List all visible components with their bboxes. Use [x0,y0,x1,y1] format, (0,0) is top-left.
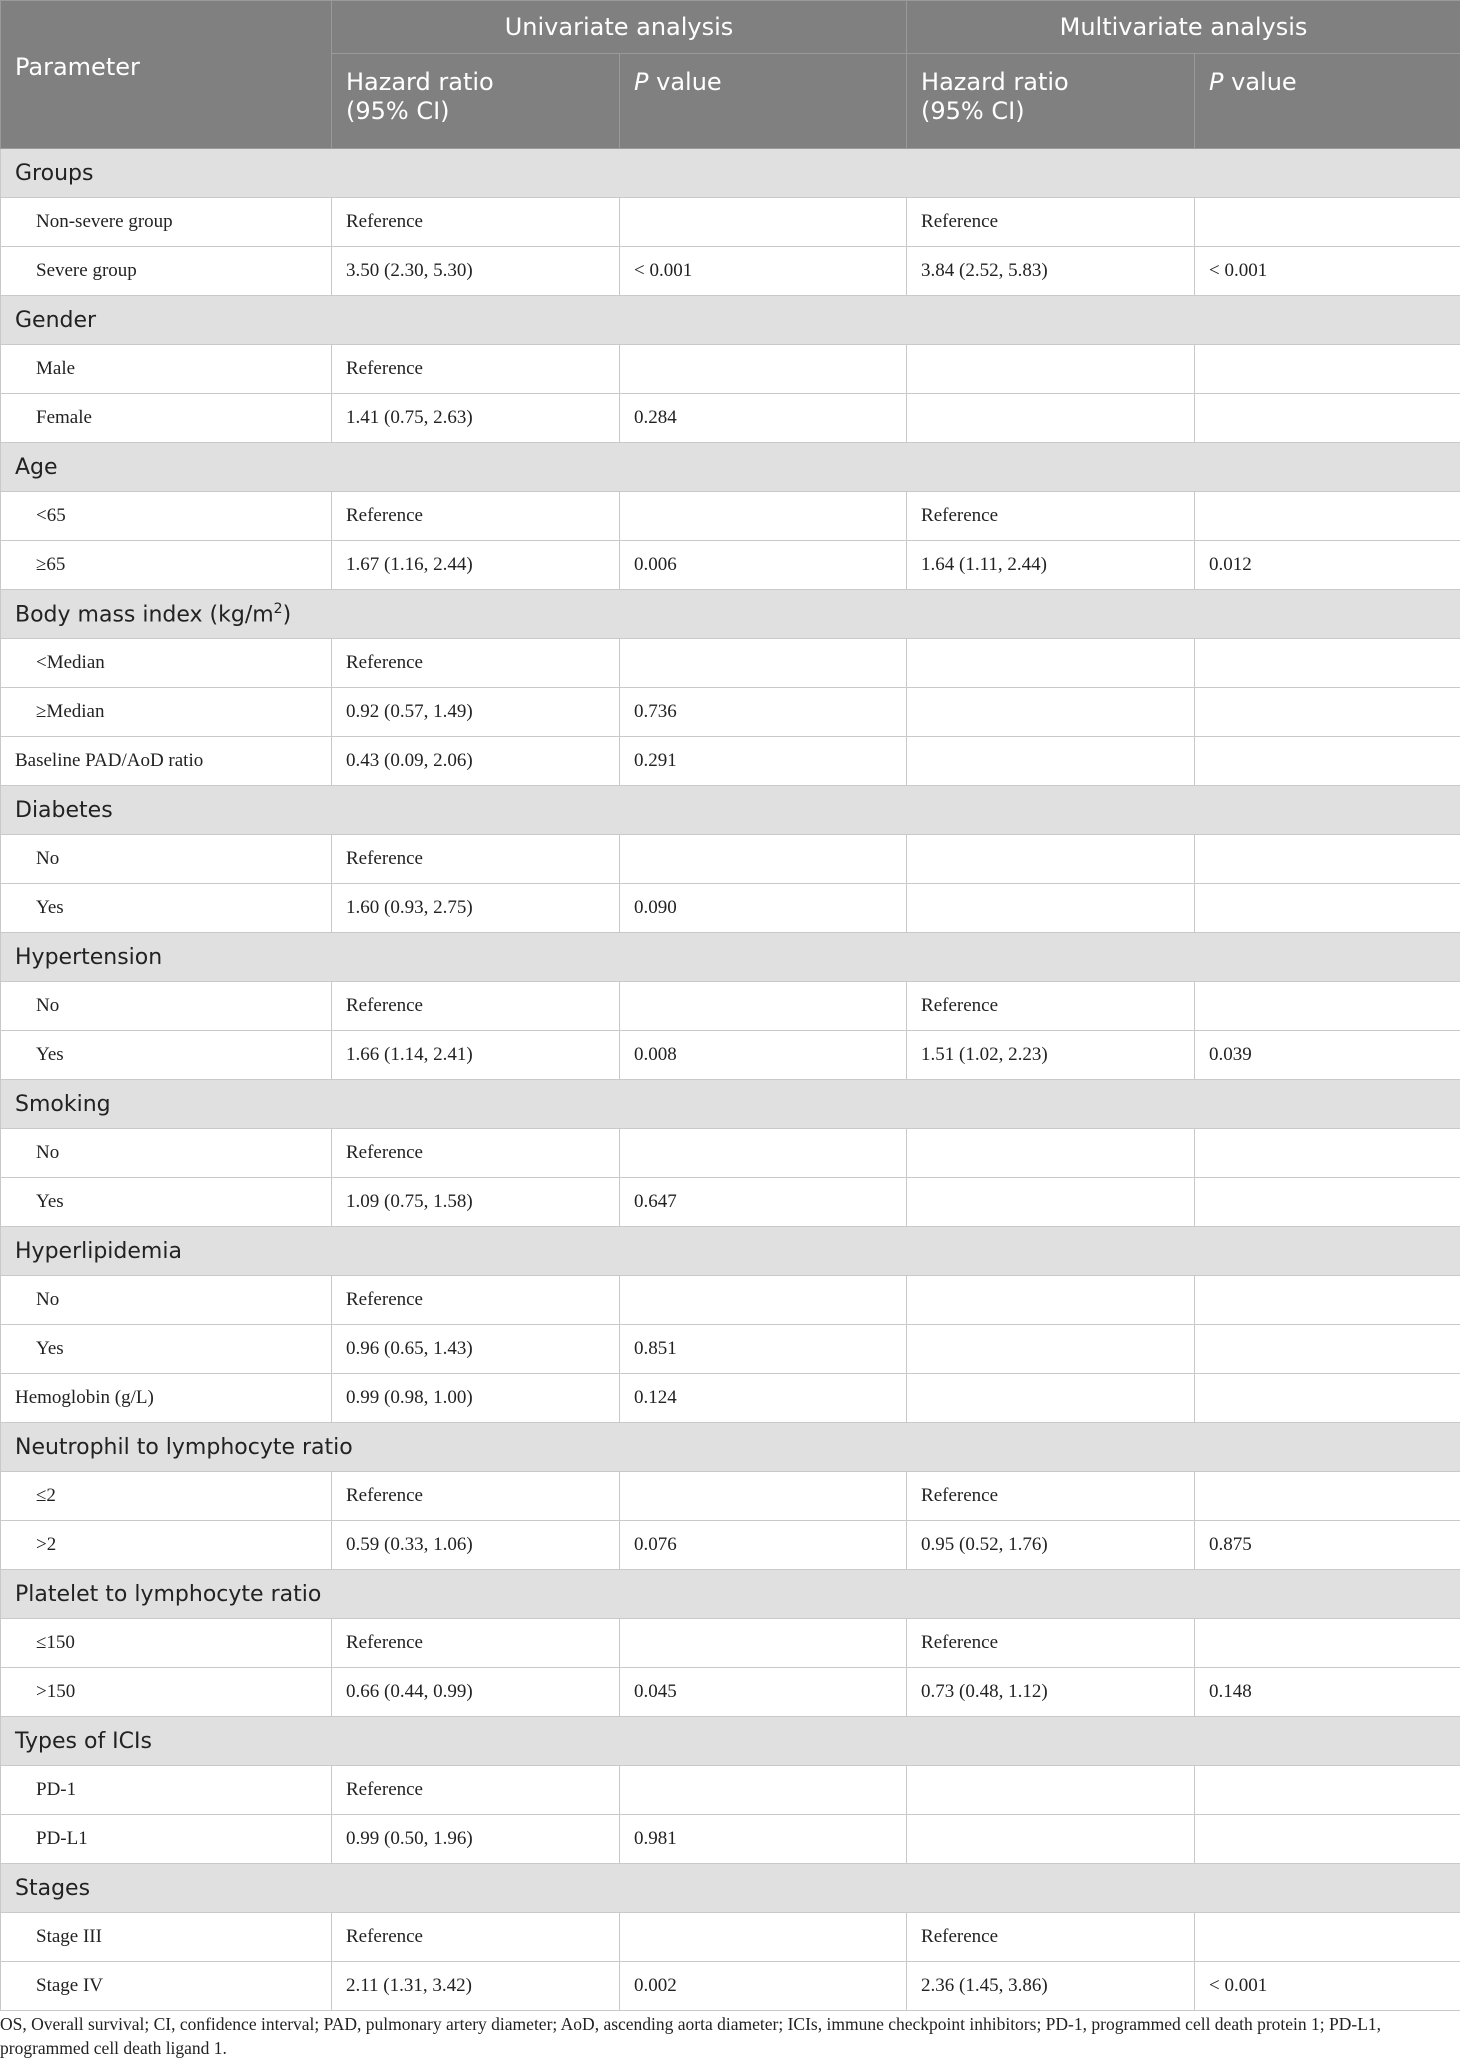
univariate-hazard-ratio: Reference [332,982,620,1031]
table-row [1,1178,1460,1227]
row-parameter: >150 [1,1668,332,1717]
category-row [1,933,1460,982]
multivariate-p-value [1195,884,1460,933]
univariate-hazard-ratio: 1.09 (0.75, 1.58) [332,1178,620,1227]
multivariate-hazard-ratio: 2.36 (1.45, 3.86) [907,1962,1195,2011]
univariate-hazard-ratio: 0.99 (0.98, 1.00) [332,1374,620,1423]
table-row [1,541,1460,590]
univariate-p-value [620,1129,907,1178]
multivariate-hazard-ratio: 3.84 (2.52, 5.83) [907,247,1195,296]
multivariate-hazard-ratio [907,1276,1195,1325]
table-row [1,1374,1460,1423]
univariate-p-value [620,1766,907,1815]
multivariate-hazard-ratio [907,737,1195,786]
category-label: Smoking [1,1080,1460,1129]
row-parameter: Male [1,345,332,394]
category-label: Platelet to lymphocyte ratio [1,1570,1460,1619]
row-parameter: Yes [1,1325,332,1374]
univariate-hazard-ratio: Reference [332,1472,620,1521]
univariate-hazard-ratio: 0.96 (0.65, 1.43) [332,1325,620,1374]
univariate-hazard-ratio: Reference [332,835,620,884]
multivariate-p-value [1195,639,1460,688]
header-uni-hazard-ratio: Hazard ratio (95% CI) [332,54,620,149]
multivariate-hazard-ratio [907,639,1195,688]
multivariate-hazard-ratio: Reference [907,1472,1195,1521]
table-row [1,737,1460,786]
univariate-hazard-ratio: 0.99 (0.50, 1.96) [332,1815,620,1864]
multivariate-p-value [1195,1619,1460,1668]
multivariate-p-value [1195,1766,1460,1815]
header-parameter: Parameter [1,1,332,149]
category-label: Types of ICIs [1,1717,1460,1766]
univariate-p-value: 0.002 [620,1962,907,2011]
multivariate-p-value [1195,982,1460,1031]
table-row [1,1766,1460,1815]
row-parameter: Non-severe group [1,198,332,247]
row-parameter: Yes [1,884,332,933]
multivariate-hazard-ratio [907,1374,1195,1423]
row-parameter: No [1,835,332,884]
univariate-p-value [620,345,907,394]
row-parameter: ≥65 [1,541,332,590]
univariate-hazard-ratio: Reference [332,198,620,247]
multivariate-p-value: < 0.001 [1195,247,1460,296]
univariate-p-value: 0.006 [620,541,907,590]
category-label: Hypertension [1,933,1460,982]
multivariate-p-value [1195,492,1460,541]
multivariate-p-value: 0.875 [1195,1521,1460,1570]
multivariate-hazard-ratio: Reference [907,1619,1195,1668]
table-row [1,884,1460,933]
univariate-hazard-ratio: Reference [332,1913,620,1962]
multivariate-p-value [1195,1913,1460,1962]
univariate-p-value: 0.090 [620,884,907,933]
univariate-hazard-ratio: Reference [332,1276,620,1325]
category-row [1,590,1460,639]
univariate-p-value: < 0.001 [620,247,907,296]
univariate-p-value: 0.284 [620,394,907,443]
category-label: Body mass index $(kg/m^2)$ [1,590,1460,639]
univariate-hazard-ratio: Reference [332,1619,620,1668]
univariate-p-value [620,1913,907,1962]
category-row [1,149,1460,198]
table-row [1,1913,1460,1962]
table-row [1,639,1460,688]
multivariate-p-value: 0.148 [1195,1668,1460,1717]
row-parameter: PD-1 [1,1766,332,1815]
table-row [1,198,1460,247]
row-parameter: Stage III [1,1913,332,1962]
multivariate-hazard-ratio: 0.95 (0.52, 1.76) [907,1521,1195,1570]
table-row [1,492,1460,541]
table-row [1,1472,1460,1521]
category-label: Diabetes [1,786,1460,835]
category-row [1,786,1460,835]
table-row [1,1031,1460,1080]
multivariate-p-value [1195,198,1460,247]
table-header [1,1,1460,149]
category-row [1,1717,1460,1766]
multivariate-hazard-ratio: Reference [907,198,1195,247]
multivariate-p-value [1195,835,1460,884]
multivariate-p-value [1195,737,1460,786]
table-row [1,688,1460,737]
univariate-p-value: 0.736 [620,688,907,737]
row-parameter: Yes [1,1178,332,1227]
row-parameter: No [1,982,332,1031]
univariate-hazard-ratio: 0.92 (0.57, 1.49) [332,688,620,737]
table-row [1,1521,1460,1570]
category-label: Age [1,443,1460,492]
univariate-hazard-ratio: 1.67 (1.16, 2.44) [332,541,620,590]
multivariate-hazard-ratio [907,1815,1195,1864]
row-parameter: ≤2 [1,1472,332,1521]
multivariate-hazard-ratio [907,1178,1195,1227]
univariate-p-value: 0.981 [620,1815,907,1864]
category-label: Hyperlipidemia [1,1227,1460,1276]
header-uni-p-value: P value [620,54,907,149]
univariate-hazard-ratio: 1.60 (0.93, 2.75) [332,884,620,933]
univariate-p-value: 0.076 [620,1521,907,1570]
multivariate-hazard-ratio [907,688,1195,737]
header-multi-hazard-ratio: Hazard ratio (95% CI) [907,54,1195,149]
multivariate-p-value [1195,1815,1460,1864]
row-parameter: PD-L1 [1,1815,332,1864]
row-parameter: Yes [1,1031,332,1080]
univariate-p-value [620,1619,907,1668]
univariate-p-value [620,492,907,541]
multivariate-hazard-ratio [907,1129,1195,1178]
header-multivariate: Multivariate analysis [907,1,1460,54]
row-parameter: Baseline PAD/AoD ratio [1,737,332,786]
univariate-hazard-ratio: 3.50 (2.30, 5.30) [332,247,620,296]
table-body [1,149,1460,2011]
table-row [1,1962,1460,2011]
multivariate-hazard-ratio [907,835,1195,884]
table-row [1,1668,1460,1717]
univariate-p-value: 0.291 [620,737,907,786]
table-row [1,394,1460,443]
category-label: Groups [1,149,1460,198]
category-row [1,1227,1460,1276]
multivariate-hazard-ratio: Reference [907,1913,1195,1962]
row-parameter: <Median [1,639,332,688]
row-parameter: No [1,1129,332,1178]
univariate-hazard-ratio: 2.11 (1.31, 3.42) [332,1962,620,2011]
table-row [1,982,1460,1031]
univariate-p-value [620,1472,907,1521]
multivariate-hazard-ratio: 1.64 (1.11, 2.44) [907,541,1195,590]
table-row [1,1129,1460,1178]
category-row [1,1423,1460,1472]
multivariate-p-value [1195,1325,1460,1374]
row-parameter: Female [1,394,332,443]
univariate-p-value [620,982,907,1031]
univariate-p-value: 0.647 [620,1178,907,1227]
univariate-p-value [620,835,907,884]
multivariate-p-value [1195,1276,1460,1325]
row-parameter: Stage IV [1,1962,332,2011]
table-footnote: OS, Overall survival; CI, confidence interval; PAD, pulmonary artery diameter; AoD, ascending aorta diameter; ICIs, immune checkpoint inhibitors; PD-1, programmed cell death protein 1; PD-L1, programmed cell death ligand 1. [0,2014,1382,2058]
univariate-hazard-ratio: Reference [332,639,620,688]
row-parameter: ≤150 [1,1619,332,1668]
multivariate-p-value: < 0.001 [1195,1962,1460,2011]
multivariate-p-value [1195,1374,1460,1423]
multivariate-p-value [1195,1472,1460,1521]
multivariate-hazard-ratio: 0.73 (0.48, 1.12) [907,1668,1195,1717]
header-univariate: Univariate analysis [332,1,907,54]
multivariate-p-value: 0.039 [1195,1031,1460,1080]
univariate-p-value: 0.045 [620,1668,907,1717]
category-row [1,1864,1460,1913]
univariate-p-value [620,639,907,688]
header-multi-p-value: P value [1195,54,1460,149]
category-row [1,1570,1460,1619]
row-parameter: Hemoglobin (g/L) [1,1374,332,1423]
row-parameter: ≥Median [1,688,332,737]
univariate-hazard-ratio: Reference [332,345,620,394]
multivariate-p-value [1195,345,1460,394]
univariate-hazard-ratio: 0.66 (0.44, 0.99) [332,1668,620,1717]
row-parameter: >2 [1,1521,332,1570]
multivariate-p-value [1195,1129,1460,1178]
row-parameter: Severe group [1,247,332,296]
univariate-p-value: 0.124 [620,1374,907,1423]
category-row [1,296,1460,345]
row-parameter: No [1,1276,332,1325]
multivariate-hazard-ratio [907,1766,1195,1815]
multivariate-hazard-ratio: Reference [907,492,1195,541]
table-row [1,1619,1460,1668]
multivariate-hazard-ratio: Reference [907,982,1195,1031]
multivariate-hazard-ratio [907,345,1195,394]
univariate-p-value: 0.851 [620,1325,907,1374]
multivariate-p-value [1195,1178,1460,1227]
row-parameter: <65 [1,492,332,541]
category-label: Stages [1,1864,1460,1913]
univariate-hazard-ratio: 0.43 (0.09, 2.06) [332,737,620,786]
univariate-hazard-ratio: Reference [332,492,620,541]
multivariate-p-value: 0.012 [1195,541,1460,590]
multivariate-hazard-ratio [907,884,1195,933]
table-row [1,247,1460,296]
multivariate-hazard-ratio [907,1325,1195,1374]
category-row [1,443,1460,492]
category-label: Gender [1,296,1460,345]
multivariate-p-value [1195,394,1460,443]
category-row [1,1080,1460,1129]
table-row [1,1276,1460,1325]
category-label: Neutrophil to lymphocyte ratio [1,1423,1460,1472]
univariate-hazard-ratio: Reference [332,1766,620,1815]
table-row [1,1815,1460,1864]
multivariate-hazard-ratio [907,394,1195,443]
multivariate-p-value [1195,688,1460,737]
univariate-hazard-ratio: 0.59 (0.33, 1.06) [332,1521,620,1570]
univariate-p-value [620,1276,907,1325]
table-row [1,1325,1460,1374]
univariate-hazard-ratio: Reference [332,1129,620,1178]
multivariate-hazard-ratio: 1.51 (1.02, 2.23) [907,1031,1195,1080]
univariate-hazard-ratio: 1.41 (0.75, 2.63) [332,394,620,443]
univariate-p-value: 0.008 [620,1031,907,1080]
univariate-hazard-ratio: 1.66 (1.14, 2.41) [332,1031,620,1080]
table-row [1,835,1460,884]
table-row [1,345,1460,394]
univariate-p-value [620,198,907,247]
